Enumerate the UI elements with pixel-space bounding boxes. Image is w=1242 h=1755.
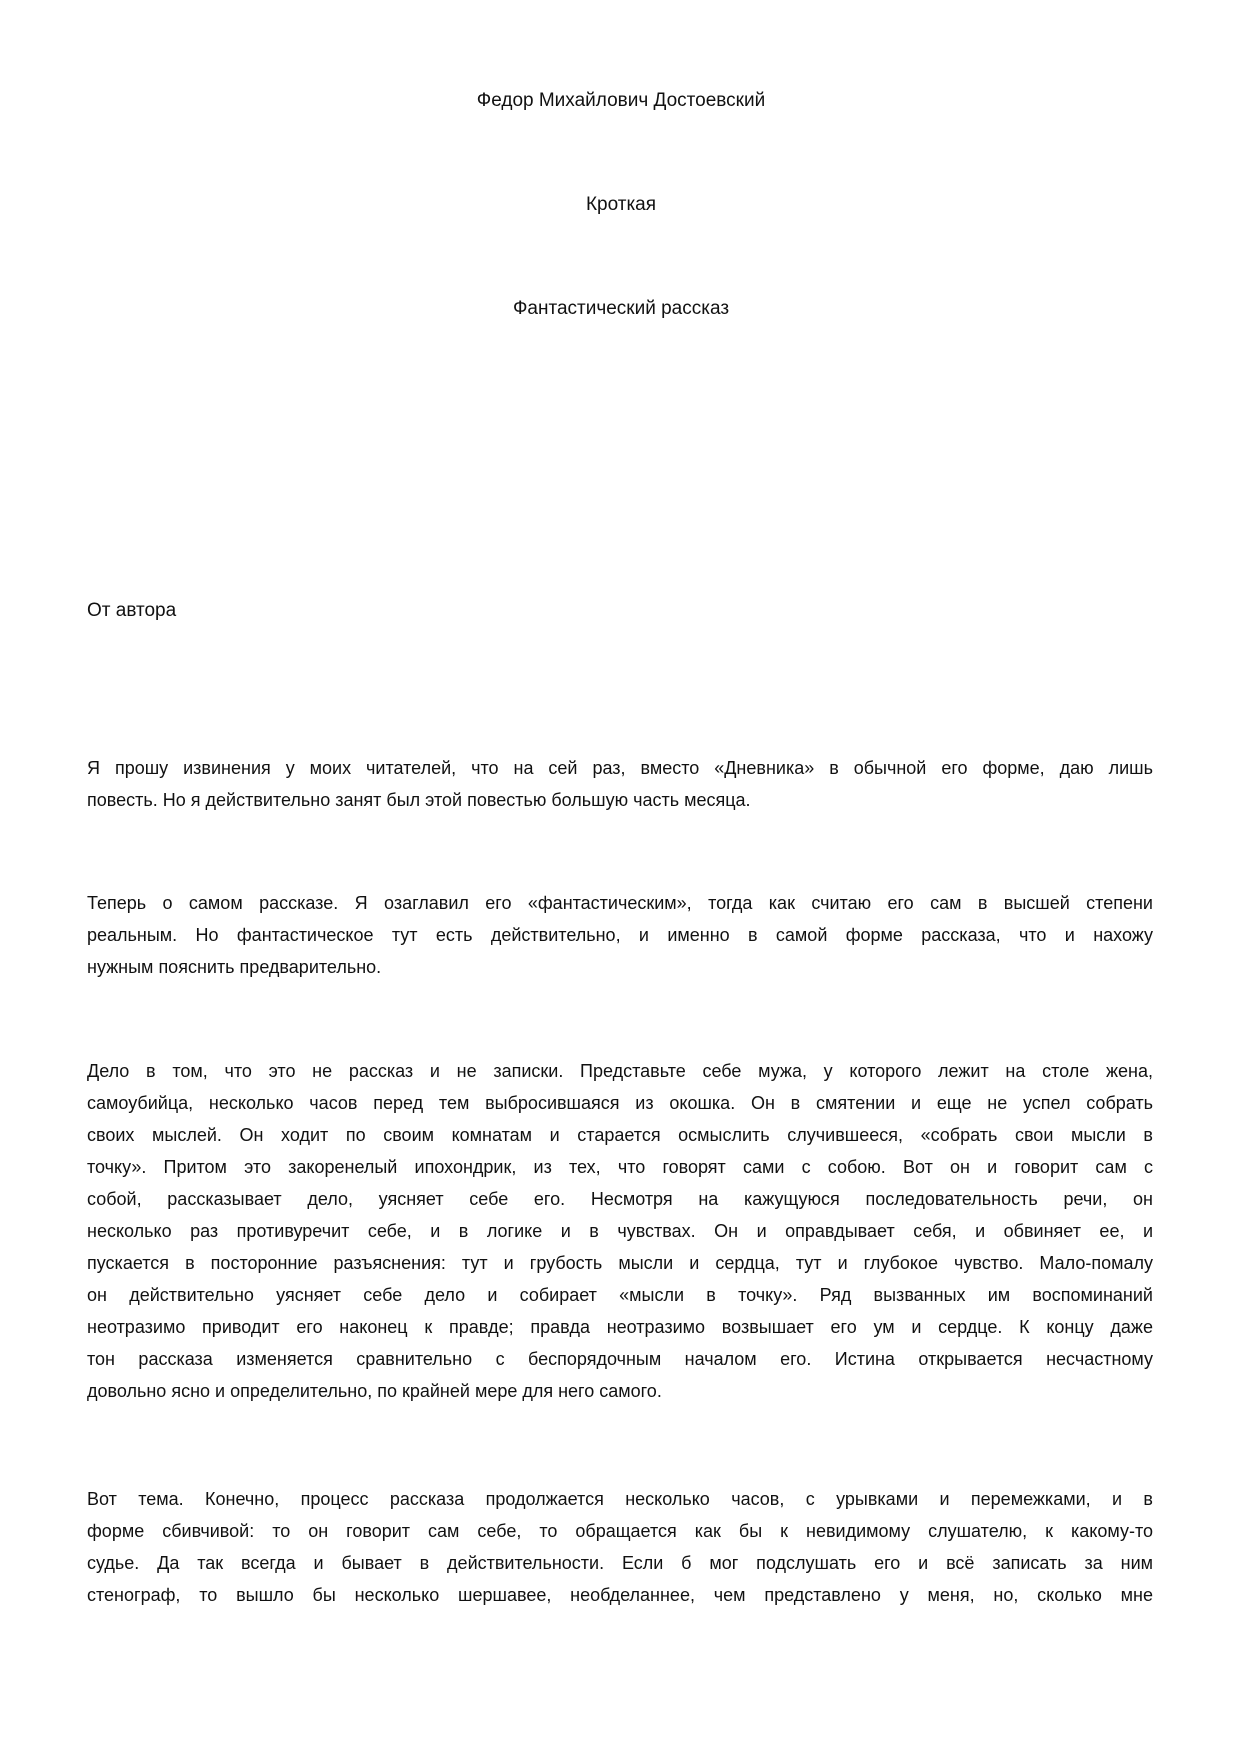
text-line: реальным. Но фантастическое тут есть действительно, и именно в самой форме рассказа, что и нахожу: [87, 925, 1153, 945]
text-line: самоубийца, несколько часов перед тем выбросившаяся из окошка. Он в смятении и еще не успел собрать: [87, 1093, 1153, 1113]
text-line: несколько раз противуречит себе, и в логике и в чувствах. Он и оправдывает себя, и обвиняет ее, и: [87, 1221, 1153, 1241]
story-title: Кроткая: [585, 194, 657, 215]
paragraph-1: [87, 752, 1153, 816]
text-line: Дело в том, что это не рассказ и не записки. Представьте себе мужа, у которого лежит на столе жена,: [87, 1061, 1153, 1081]
author-name: Федор Михайлович Достоевский: [476, 90, 766, 111]
text-line: тон рассказа изменяется сравнительно с беспорядочным началом его. Истина открывается несчастному: [87, 1349, 1153, 1369]
text-line: Вот тема. Конечно, процесс рассказа продолжается несколько часов, с урывками и перемежками, и в: [87, 1489, 1153, 1509]
story-subtitle: Фантастический рассказ: [512, 298, 730, 319]
paragraph-2: [87, 887, 1153, 983]
text-line: судье. Да так всегда и бывает в действительности. Если б мог подслушать его и всё записать за ним: [87, 1553, 1153, 1573]
text-line: точку». Притом это закоренелый ипохондрик, из тех, что говорят сами с собою. Вот он и говорит сам с: [87, 1157, 1153, 1177]
text-line: собой, рассказывает дело, уясняет себе его. Несмотря на кажущуюся последовательность речи, он: [87, 1189, 1153, 1209]
text-line: форме сбивчивой: то он говорит сам себе, то обращается как бы к невидимому слушателю, к какому-то: [87, 1521, 1153, 1541]
text-line: Теперь о самом рассказе. Я озаглавил его «фантастическим», тогда как считаю его сам в высшей степени: [87, 893, 1153, 913]
text-line: довольно ясно и определительно, по крайней мере для него самого.: [87, 1381, 662, 1401]
section-heading: От автора: [87, 600, 177, 621]
text-line: неотразимо приводит его наконец к правде; правда неотразимо возвышает его ум и сердце. К концу даже: [87, 1317, 1153, 1337]
text-line: он действительно уясняет себе дело и собирает «мысли в точку». Ряд вызванных им воспоминаний: [87, 1285, 1153, 1305]
paragraph-4: [87, 1483, 1153, 1611]
text-line: своих мыслей. Он ходит по своим комнатам и старается осмыслить случившееся, «собрать свои мысли в: [87, 1125, 1153, 1145]
text-line: пускается в посторонние разъяснения: тут и грубость мысли и сердца, тут и глубокое чувство. Мало-помалу: [87, 1253, 1153, 1273]
text-line: Я прошу извинения у моих читателей, что на сей раз, вместо «Дневника» в обычной его форме, даю лишь: [87, 758, 1153, 778]
text-line: стенограф, то вышло бы несколько шершавее, необделаннее, чем представлено у меня, но, сколько мне: [87, 1585, 1153, 1605]
text-line: нужным пояснить предварительно.: [87, 957, 382, 977]
paragraph-3: [87, 1055, 1153, 1407]
text-line: повесть. Но я действительно занят был этой повестью большую часть месяца.: [87, 790, 751, 810]
